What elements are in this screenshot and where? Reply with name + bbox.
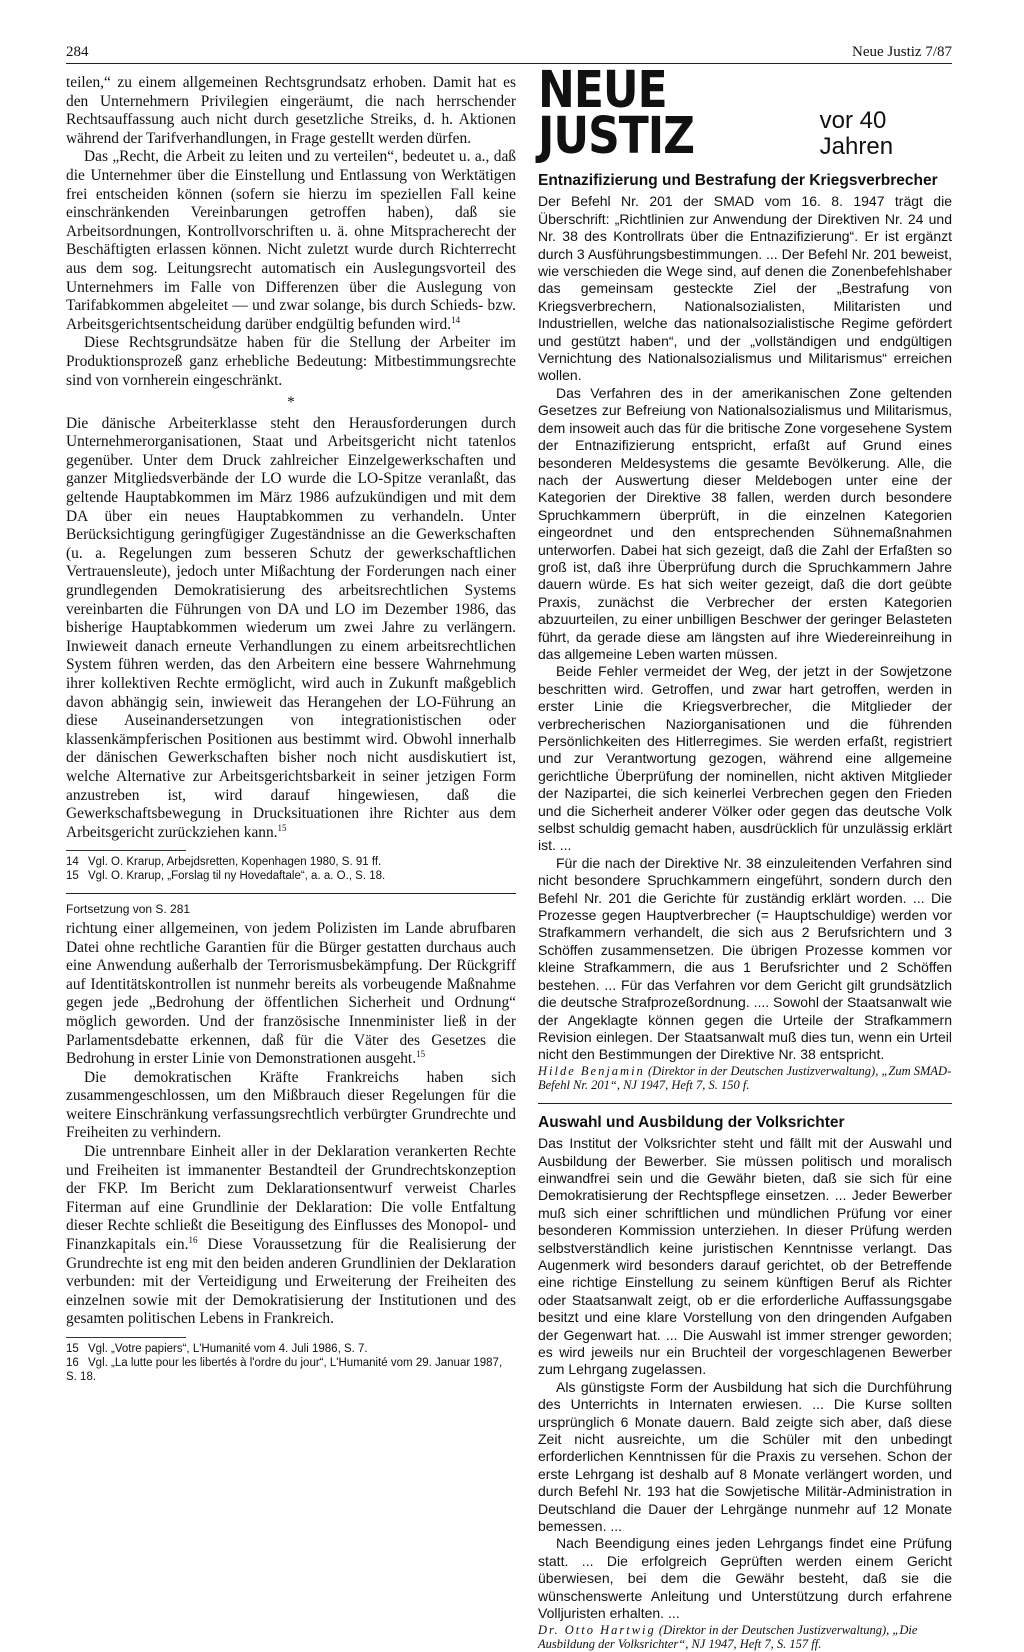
footnote-rule xyxy=(66,850,186,851)
paragraph-text: Das Institut der Volksrichter steht und fällt mit der Auswahl und Ausbildung der Bewerber. Sie müssen politisch und moralisch einwandfrei sein und die Gewähr bieten, daß sie sich für eine Demokratisierung der Rechtspflege einsetzen. ... Jeder Bewerber muß sich einer schriftlichen und mündlichen Prüfung vor einer besonderen Kommission unterziehen. In dieser Prüfung werden selbstverständlich keine juristischen Kenntnisse verlangt. Das Augenmerk wird besonders darauf gerichtet, ob der Betreffende eine richtige Einstellung zu seinem künftigen Beruf als Richter oder Staatsanwalt zeigt, ob er die erforderliche Auffassungsgabe besitzt und eine klare Vorstellung von den dringenden Aufgaben der Gegenwart hat. ... Die Auswahl ist immer strenger geworden; es wird jeweils nur ein Bruchteil der vorgeschlagenen Bewerber zum Lehrgang zugelassen. xyxy=(538,1135,952,1378)
footnote-text: Vgl. O. Krarup, Arbejdsretten, Kopenhagen 1980, S. 91 ff. xyxy=(88,856,382,869)
footnote-number: 15 xyxy=(66,1343,79,1355)
section-separator: * xyxy=(287,394,295,412)
paragraph xyxy=(538,855,952,1064)
paragraph-text: Diese Rechtsgrundsätze haben für die Stellung der Arbeiter im Produktionsprozeß ganz erhebliche Bedeutung: Mitbestimmungsrechte sind von vornherein eingeschränkt. xyxy=(66,334,516,389)
paragraph-text: Beide Fehler vermeidet der Weg, der jetzt in der Sowjetzone beschritten wird. Getroffen, und zwar hart getroffen, werden in erster Linie die Kriegsverbrecher, die Mitglieder der verbrecherischen Naziorganisationen und die führenden Persönlichkeiten des Hitlerregimes. Sie werden erfaßt, registriert und zur Verantwortung gezogen, während eine allgemeine gerichtliche Überprüfung der nominellen, nicht aktiven Mitglieder der Nazipartei, die sich keinerlei Verbrechen gegen den Frieden und die Sicherheit anderer Völker oder gegen das deutsche Volk selbst schuldig gemacht haben, ausdrücklich für unzulässig erklärt ist. ... xyxy=(538,663,952,854)
footnote-text: Vgl. O. Krarup, „Forslag til ny Hovedaftale“, a. a. O., S. 18. xyxy=(88,870,386,883)
footnote-mark: 16 xyxy=(188,1234,198,1245)
continuation-label: Fortsetzung von S. 281 xyxy=(66,902,191,917)
page-number: 284 xyxy=(66,44,89,60)
paragraph-text: Der Befehl Nr. 201 der SMAD vom 16. 8. 1947 trägt die Überschrift: „Richtlinien zur Anwendung der Direktiven Nr. 24 und Nr. 38 des Kontrollrats über die Entnazifizierung“. Er ist ergänzt durch 3 Ausführungsbestimmungen. ... Der Befehl Nr. 201 beweist, wie verschieden die Wege sind, auf denen die Zonenbefehlshaber das gemeinsam gesteckte Ziel der „Bestrafung von Kriegsverbrechern, Nationalsozialisten, Militaristen und Industriellen, welche das nationalsozialistische Regime gefördert und gestützt haben“, und der „vollständigen und endgültigen Vernichtung des Nationalsozialismus und Militarismus“ erreichen wollen. xyxy=(538,193,953,384)
section-heading: Auswahl und Ausbildung der Volksrichter xyxy=(538,1113,845,1131)
paragraph-text: Das Verfahren des in der amerikanischen Zone geltenden Gesetzes zur Befreiung von Nationalsozialismus und Militarismus, dem insoweit auch das für die britische Zone vorgesehene System der Entnazifizierung entspricht, erfaßt auf Grund eines besonderen Meldesystems die gesamte Bevölkerung. Alle, die nach der Auswertung dieser Meldebogen unter eine der Kategorien der Direktive 38 fallen, werden durch besondere Spruchkammern überprüft, in die einzelnen Kategorien eingeordnet und den entsprechenden Sühnemaßnahmen unterworfen. Dabei hat sich gezeigt, daß die Zahl der Erfaßten so groß ist, daß ihre Überprüfung durch die Spruchkammern Jahre dauern würde. Es hat sich weiter gezeigt, daß die dort geübte Praxis, zunächst die Verbrecher der ersten Kategorien abzuurteilen, zu einer unbilligen Beschwer der geringer Belasteten führt, da gerade diese am längsten auf ihre Wiedereinreihung in das allgemeine Leben warten müssen. xyxy=(538,384,952,662)
footnote-text: Vgl. „La lutte pour les libertés à l'ordre du jour“, L'Humanité vom 29. Januar 1987, S. 18. xyxy=(66,1357,503,1383)
paragraph xyxy=(66,334,516,390)
paragraph xyxy=(66,920,516,1069)
journal-issue: Neue Justiz 7/87 xyxy=(852,44,952,60)
paragraph-text: teilen,“ zu einem allgemeinen Rechtsgrundsatz erhoben. Damit hat es den Unternehmern Privilegien eingeräumt, die nach herrschender Rechtsauffassung auch nicht durch gesetzliche Streiks, d. h. Aktionen während der Tarifverhandlungen, in Frage gestellt werden dürfen. xyxy=(66,74,516,147)
section-heading: Entnazifizierung und Bestrafung der Kriegsverbrecher xyxy=(538,172,938,189)
paragraph xyxy=(66,148,516,334)
footnote-rule xyxy=(66,1337,186,1338)
paragraph xyxy=(538,385,952,664)
paragraph xyxy=(538,663,952,854)
paragraph-text: Diese Voraussetzung für die Realisierung der Grundrechte ist eng mit den beiden anderen Grundlinien der Deklaration verbunden: mit der Verteidigung und Erweiterung der Freiheiten des einzelnen sowie mit der Demokratisierung der Institutionen und des gesamten politischen Lebens in Frankreich. xyxy=(66,1236,516,1328)
paragraph-text: Die demokratischen Kräfte Frankreichs haben sich zusammengeschlossen, um den Mißbrauch dieser Regelungen für die weitere Einschränkung verfassungsrechtlich verbürgter Grundrechte und Freiheiten zu verhindern. xyxy=(66,1068,516,1142)
paragraph xyxy=(538,1379,952,1536)
paragraph xyxy=(66,1143,516,1329)
footnote-number: 15 xyxy=(66,870,79,883)
right-column xyxy=(538,61,953,1652)
paragraph-text: Als günstigste Form der Ausbildung hat sich die Durchführung des Unterrichts in Internaten erwiesen. ... Die Kurse sollten ursprünglich 6 Monate dauern. Bald zeigte sich aber, daß diese Zeit nicht ausreichte, um die Schüler mit den unbedingt erforderlichen Kenntnissen für die Praxis zu versehen. Schon der erste Lehrgang ist deshalb auf 8 Monate verlängert worden, und durch Befehl Nr. 193 hat die Sowjetische Militär-Administration in Deutschland die Dauer der Lehrgänge nunmehr auf 12 Monate bemessen. ... xyxy=(538,1378,952,1535)
paragraph-text: richtung einer allgemeinen, von jedem Polizisten im Lande abrufbaren Datei ohne rechtliche Garantien für die Bürger gestatten durchaus auch eine Anwendung außerhalb der Terrorismusbekämpfung. Der Rückgriff auf Identitätskontrollen ist nunmehr bereits als vorbeugende Maßnahme gegen jede „Bedrohung der öffentlichen Sicherheit und Ordnung“ möglich geworden. Und der französische Innenminister ließ in der Parlamentsdebatte erkennen, daß für die Väter des Gesetzes die Bedrohung in erster Linie von Demonstrationen ausgeht. xyxy=(66,919,516,1068)
paragraph xyxy=(66,415,516,843)
article-separator xyxy=(66,893,516,894)
footnote xyxy=(66,855,516,869)
paragraph xyxy=(538,1135,952,1379)
paragraph xyxy=(66,1069,516,1143)
source-text: (Direktor in der Deutschen Justizverwaltung), „Die Ausbildung der Volksrichter“, NJ 1947, Heft 7, S. 157 ff. xyxy=(538,1622,918,1651)
source-citation xyxy=(538,1623,952,1652)
footnote xyxy=(66,1342,516,1356)
footnote xyxy=(66,1356,516,1384)
header-rule xyxy=(66,63,952,64)
paragraph-text: Für die nach der Direktive Nr. 38 einzuleitenden Verfahren sind nicht besondere Spruchkammern eingeführt, sondern durch den Befehl Nr. 201 die Gerichte für zuständig erklärt worden. ... Die Prozesse gegen Hauptverbrecher (= Hauptschuldige) werden vor Strafkammern verhandelt, die sich aus 2 Berufsrichtern und 3 Schöffen zusammensetzen. Die übrigen Prozesse kommen vor kleine Strafkammern, die aus 1 Berufsrichter und 2 Schöffen bestehen. ... Für das Verfahren vor dem Gericht gilt grundsätzlich die deutsche Strafprozeßordnung. .... Sowohl der Staatsanwalt wie der Angeklagte können gegen die Urteile der Strafkammern Revision einlegen. Der Staatsanwalt muß dies tun, wenn ein Urteil nicht den Bestimmungen der Direktive Nr. 38 entspricht. xyxy=(538,854,953,1063)
paragraph-text: Das „Recht, die Arbeit zu leiten und zu verteilen“, bedeutet u. a., daß die Unternehmer über die Einstellung und Entlassung von Werktätigen frei entscheiden können (sofern sie hierzu im speziellen Fall keine einschränkenden Vereinbarungen getroffen haben), daß sie Arbeitsordnungen, Kontrollvorschriften u. ä. ohne Mitspracherecht der Beschäftigten erlassen können. Nicht zuletzt wurde durch Richterrecht aus dem sog. Leitungsrecht automatisch ein Auslegungsvorteil des Unternehmers im Falle von Differenzen über die Auslegung von Tarifabkommen abgeleitet — und zwar solange, bis durch Schieds- bzw. Arbeitsgerichtsentscheidung darüber endgültig befunden wird. xyxy=(66,148,516,333)
paragraph-text: Die dänische Arbeiterklasse steht den Herausforderungen durch Unternehmerorganisationen, Staat und Arbeitsgericht nicht tatenlos gegenüber. Unter dem Druck zahlreicher Einzelgewerkschaften und ganzer Mitgliedsverbände der LO wurde die LO-Spitze veranlaßt, das geltende Hauptabkommen im März 1986 aufzukündigen und mit dem DA über ein neues Hauptabkommen zu verhandeln. Unter Berücksichtigung geringfügiger Zugeständnisse an die Gewerkschaften (u. a. Regelungen zum besseren Schutz der gewerkschaftlichen Vertrauensleute), jedoch unter Mißachtung der Forderungen nach einer grundlegenden Demokratisierung des arbeitsrechtlichen Systems vereinbarten die Führungen von DA und LO im Dezember 1986, das bisherige Hauptabkommen wiederum um zwei Jahre zu verlängern. Inwieweit danach erneute Verhandlungen zu einem arbeitsrechtlichen System führen werden, das den Arbeitern eine bessere Wahrnehmung ihrer kollektiven Rechte ermöglicht, wird auch in Zukunft maßgeblich davon abhängig sein, inwieweit das Herangehen der LO-Führung an diese Auseinandersetzungen von integrationistischen oder klassenkämpferischen Positionen aus bestimmt wird. Obwohl innerhalb der dänischen Gewerkschaften bisher noch nicht ausdiskutiert ist, welche Alternative zur Arbeitsgerichtsbarkeit in seiner jetzigen Form anzustreben ist, wird darauf hingewiesen, daß die Gewerkschaftsbewegung in Drucksituationen ihre Richter aus dem Arbeitsgericht zurückziehen kann. xyxy=(66,414,516,841)
footnote-number: 14 xyxy=(66,856,79,869)
footnote-text: Vgl. „Votre papiers“, L'Humanité vom 4. Juli 1986, S. 7. xyxy=(88,1343,368,1355)
paragraph xyxy=(538,1535,952,1622)
masthead-subtitle: vor 40 Jahren xyxy=(819,107,894,160)
paragraph-text: Die untrennbare Einheit aller in der Deklaration verankerten Rechte und Freiheiten ist immanenter Bestandteil der Grundrechtskonzeption der FKP. Im Bericht zum Deklarationsentwurf verweist Charles Fiterman auf eine Grundlinie der Deklaration: Die volle Entfaltung dieser Rechte schließt die Beseitigung des Einflusses des Monopol- und Finanzkapitals ein. xyxy=(66,1143,516,1254)
source-text: (Direktor in der Deutschen Justizverwaltung), „Zum SMAD-Befehl Nr. 201“, NJ 1947, Heft 7, S. 150 f. xyxy=(538,1063,952,1093)
paragraph xyxy=(66,74,516,148)
section-rule xyxy=(538,1103,952,1104)
footnote xyxy=(66,869,516,883)
source-citation xyxy=(538,1064,952,1093)
source-author: Dr. Otto Hartwig xyxy=(538,1622,656,1637)
neue-justiz-logo: NEUE JUSTIZ xyxy=(538,61,695,166)
masthead xyxy=(538,61,952,166)
footnote-number: 16 xyxy=(66,1357,79,1369)
paragraph-text: Nach Beendigung eines jeden Lehrgangs findet eine Prüfung statt. ... Die erfolgreich Geprüften werden einem Gericht überwiesen, bei dem die Gewähr besteht, daß sie die wünschenswerte Anleitung und Unterstützung durch erfahrene Volljuristen erhalten. ... xyxy=(538,1535,952,1622)
footnote-mark: 14 xyxy=(451,314,461,325)
footnote-mark: 15 xyxy=(277,822,287,833)
paragraph xyxy=(538,193,952,384)
source-author: Hilde Benjamin xyxy=(538,1063,645,1078)
left-column xyxy=(66,74,516,1384)
footnote-mark: 15 xyxy=(416,1048,426,1059)
